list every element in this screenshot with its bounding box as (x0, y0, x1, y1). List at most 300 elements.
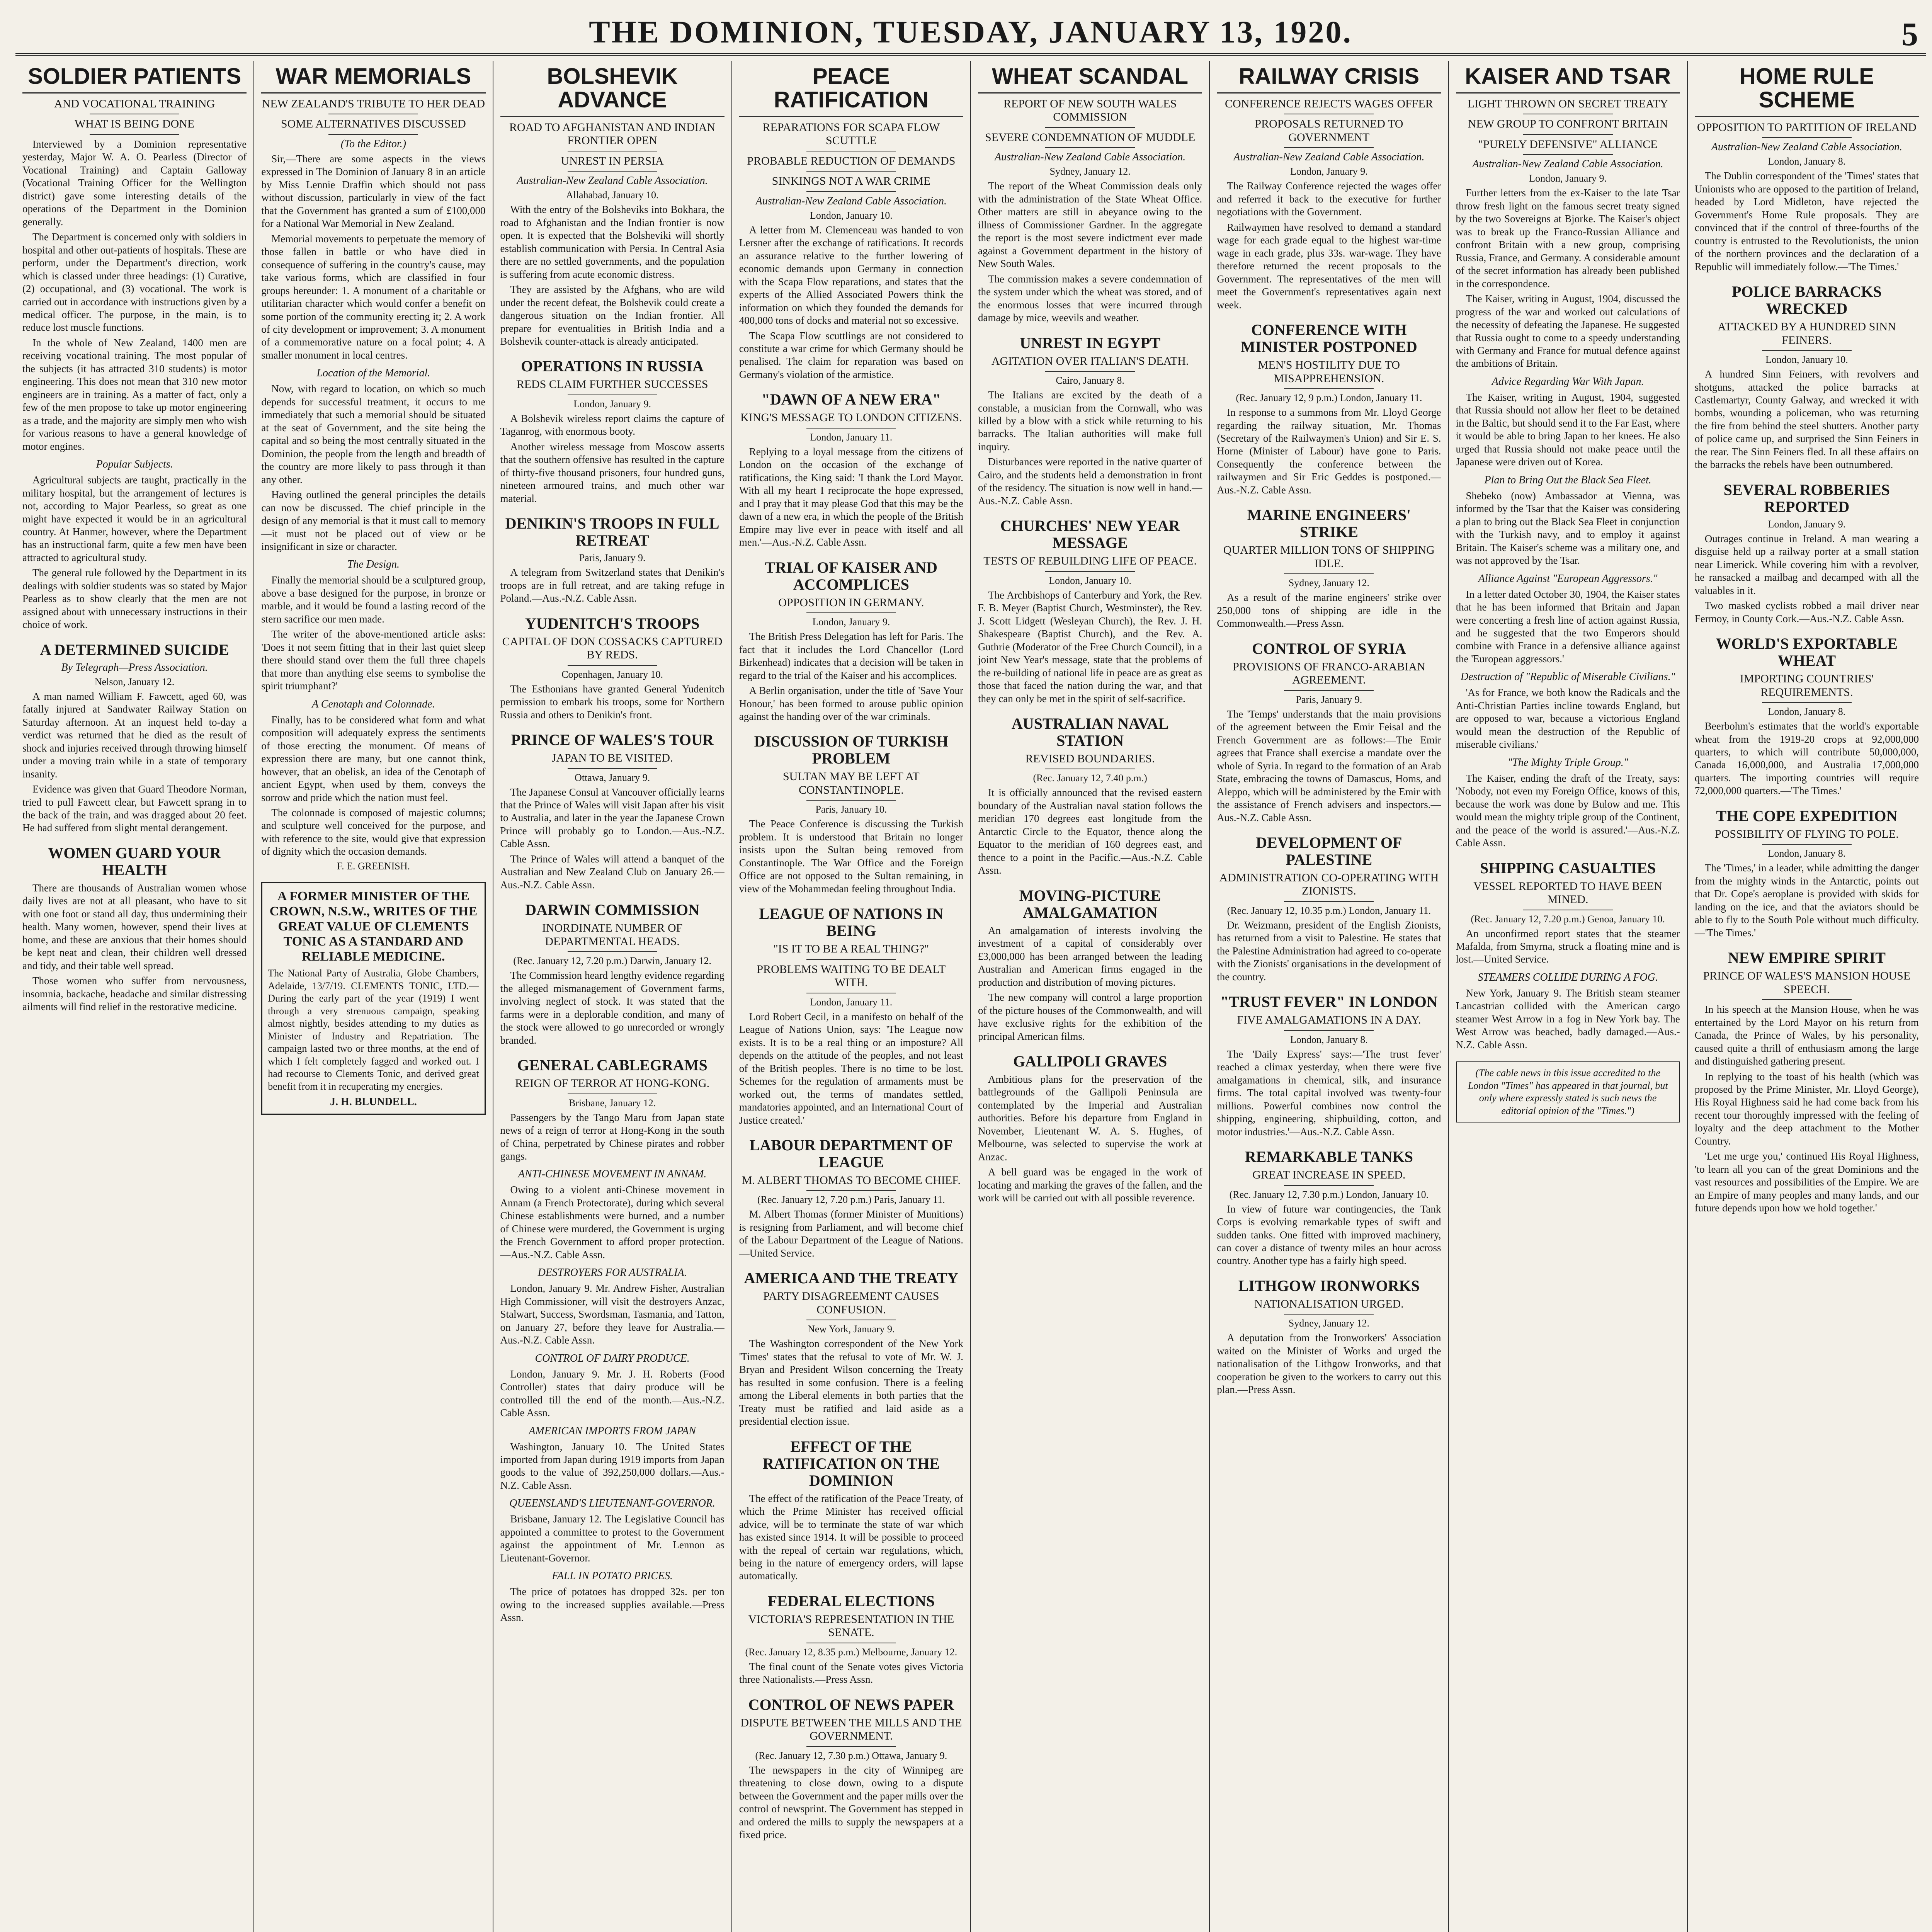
dateline: London, January 9. (1290, 166, 1368, 177)
headline: SHIPPING CASUALTIES (1480, 859, 1656, 877)
subheadline: AND VOCATIONAL TRAINING (54, 97, 215, 110)
dateline: London, January 9. (573, 398, 651, 410)
article (1217, 1277, 1441, 1396)
headline: EFFECT OF THE RATIFICATION ON THE DOMINION (762, 1437, 940, 1489)
body-paragraph: With the entry of the Bolsheviks into Bokhara, the road to Afghanistan and the Indian frontier is now open. It is expected that the Bolsheviki will shortly establish communication with Persia. In Central Asia there are no settled governments, and the population is suffering from acute economic distress. (500, 204, 724, 280)
dateline: (Rec. January 12, 7.40 p.m.) (1033, 772, 1147, 784)
body-paragraph: As a result of the marine engineers' strike over 250,000 tons of shipping are idle in the Commonwealth.—Press Assn. (1217, 592, 1441, 629)
dateline: Nelson, January 12. (94, 676, 175, 687)
article (739, 391, 963, 549)
divider-rule (806, 428, 896, 429)
divider-rule (1045, 127, 1135, 128)
body-paragraph: In a letter dated October 30, 1904, the Kaiser states that he has been informed that Britain and Japan were concerting a fresh line of action against Russia, and he suggested that the two Emperors should combine with France in a defensive alliance against the 'European aggressors.' (1456, 588, 1680, 665)
body-paragraph: The Kaiser, writing in August, 1904, suggested that Russia should not allow her fleet to be detained in the Baltic, but should send it to the Far East, where it would be able to bring Japan to her knees. He also urged that Russia should not make peace until the Japanese were driven out of Korea. (1456, 391, 1680, 468)
headline: BOLSHEVIK ADVANCE (500, 65, 724, 117)
column-1 (15, 61, 254, 1932)
body-paragraph: Beerbohm's estimates that the world's exportable wheat from the 1919-20 crops at 92,000,000 quarters, to which will contribute 50,000,000, Canada 16,000,000, and Australia 17,000,000 quarters. The importing countries will require 72,000,000 quarters.—'The Times.' (1694, 720, 1919, 797)
body-paragraph: The writer of the above-mentioned article asks: 'Does it not seem fitting that in their last quiet sleep there should stand over them the full three chapels that more than anything else seems to symbolise the spirit triumphant?' (261, 628, 486, 692)
article (978, 65, 1202, 325)
article (739, 1593, 963, 1686)
dateline: London, January 8. (1768, 156, 1846, 167)
divider-rule (1523, 154, 1613, 155)
dateline: New York, January 9. (808, 1323, 895, 1335)
body-paragraph: Another wireless message from Moscow asserts that the southern offensive has resulted in the capture of thirty-five thousand prisoners, four hundred guns, nineteen armoured trains, and much other war material. (500, 440, 724, 504)
article (739, 1696, 963, 1842)
divider-rule (1284, 1185, 1374, 1186)
divider-rule (806, 171, 896, 172)
article (978, 335, 1202, 508)
signoff: F. E. GREENISH. (337, 860, 410, 872)
body-paragraph: Evidence was given that Guard Theodore Norman, tried to pull Fawcett clear, but Fawcett sprang in to the back of the train, and was dragged about 20 feet. He had suffered from slight mental derangement. (22, 783, 247, 834)
section-subhead: AMERICAN IMPORTS FROM JAPAN (529, 1425, 696, 1437)
body-paragraph: Owing to a violent anti-Chinese movement in Annam (a French Protectorate), during which several Chinese establishments were burned, and a number of Chinese were murdered, the Government is urging the French Government to afford proper protection.—Aus.-N.Z. Cable Assn. (500, 1184, 724, 1260)
body-paragraph: Outrages continue in Ireland. A man wearing a disguise held up a railway porter at a small station near Limerick. While covering him with a revolver, he ransacked a mailbag and decamped with all the valuables in it. (1694, 532, 1919, 596)
article (1695, 808, 1919, 939)
dateline: London, January 9. (1529, 173, 1607, 184)
divider-rule (568, 665, 657, 666)
body-paragraph: They are assisted by the Afghans, who are wild under the recent defeat, the Bolshevik could create a dangerous situation on the Indian frontier. All prepare for eventualities in British India and a Bolshevik counter-attack is already anticipated. (500, 284, 724, 347)
subheadline: PARTY DISAGREEMENT CAUSES CONFUSION. (763, 1290, 939, 1316)
article (261, 65, 485, 872)
column-7 (1449, 61, 1688, 1932)
headline: MARINE ENGINEERS' STRIKE (1247, 506, 1411, 541)
body-paragraph: Shebeko (now) Ambassador at Vienna, was informed by the Tsar that the Kaiser was considering a plan to bring out the Black Sea Fleet in conjunction with the Turkish navy, and to employ it against Britain. The Kaiser's scheme was a military one, and was not approved by the Tsar. (1456, 490, 1680, 566)
body-paragraph: New York, January 9. The British steam steamer Lancastrian collided with the American cargo steamer West Arrow in a fog in New York bay. The West Arrow was beached, badly damaged.—Aus.-N.Z. Cable Assn. (1456, 987, 1680, 1051)
article (739, 559, 963, 723)
article (261, 882, 485, 1115)
subheadline: VICTORIA'S REPRESENTATION IN THE SENATE. (748, 1612, 954, 1639)
body-paragraph: The Italians are excited by the death of a constable, a musician from the Cornwall, who was killed by a blow with a stick while returning to his barracks. The Italian authorities will make full inquiry. (978, 389, 1202, 452)
article (1695, 949, 1919, 1215)
headline: LEAGUE OF NATIONS IN BEING (759, 905, 944, 940)
subheadline: "PURELY DEFENSIVE" ALLIANCE (1478, 138, 1658, 151)
dateline: London, January 8. (1768, 706, 1846, 718)
body-paragraph: The Railway Conference rejected the wages offer and referred it back to the executive for further negotiations with the Government. (1217, 180, 1441, 218)
body-paragraph: There are thousands of Australian women whose daily lives are not at all pleasant, who have to sit with one foot or stand all day, thus undermining their health. Many women, however, spend their lives at home, and these are anxious that their homes should be kept neat and clean, their children well dressed and tidy, and their table well spread. (22, 882, 247, 971)
subheadline: M. ALBERT THOMAS TO BECOME CHIEF. (742, 1173, 961, 1187)
subheadline: PROBABLE REDUCTION OF DEMANDS (747, 154, 956, 167)
subheadline: WHAT IS BEING DONE (74, 117, 195, 131)
headline: WHEAT SCANDAL (978, 65, 1202, 94)
dateline: (Rec. January 12, 10.35 p.m.) London, January 11. (1227, 905, 1431, 916)
article (1217, 507, 1441, 630)
body-paragraph: A telegram from Switzerland states that Denikin's troops are in full retreat, and are taking refuge in Poland.—Aus.-N.Z. Cable Assn. (500, 566, 724, 604)
body-paragraph: 'As for France, we both know the Radicals and the Anti-Christian Parties incline towards England, but are opposed to war, because a victorious England would mean the destruction of the Republic of miserable civilians.' (1456, 687, 1680, 750)
subheadline: IMPORTING COUNTRIES' REQUIREMENTS. (1740, 672, 1874, 699)
dateline: London, January 10. (1765, 354, 1848, 366)
headline: CONTROL OF NEWS PAPER (748, 1696, 954, 1713)
headline: WAR MEMORIALS (261, 65, 485, 94)
article (1695, 481, 1919, 625)
article (500, 731, 724, 891)
subheadline: SOME ALTERNATIVES DISCUSSED (281, 117, 466, 131)
headline: WORLD'S EXPORTABLE WHEAT (1716, 635, 1898, 670)
dateline: Ottawa, January 9. (575, 772, 650, 783)
column-3 (493, 61, 732, 1932)
columns (15, 61, 1926, 1932)
body-paragraph: Dr. Weizmann, president of the English Zionists, has returned from a visit to Palestine. He states that the Palestine Administration had agreed to co-operate with the Zionists' organisations in the development of the country. (1217, 919, 1441, 983)
article (739, 1270, 963, 1428)
article (22, 641, 247, 835)
body-paragraph: The Archbishops of Canterbury and York, the Rev. F. B. Meyer (Baptist Church, Westminster), the Rev. J. Scott Lidgett (Wesleyan Church), the Rev. J. H. Shakespeare (Baptist Church), and the Rev. A. Guthrie (Moderator of the Free Church Council), in a joint New Year's message, state that the problems of the re-building of national life in peace are as great as those that faced the nation during the war, and that they can only be met in the spirit of self-sacrifice. (978, 589, 1202, 704)
masthead-title: THE DOMINION, TUESDAY, JANUARY 13, 1920. (589, 14, 1352, 49)
body-paragraph: The Commission heard lengthy evidence regarding the alleged mismanagement of Government farms, involving neglect of stock. It was stated that the farms were in a deplorable condition, and many of the stock were allowed to go unrecorded or wrongly branded. (500, 969, 724, 1046)
headline: POLICE BARRACKS WRECKED (1731, 283, 1882, 318)
dateline: London, January 9. (812, 616, 890, 628)
body-paragraph: An amalgamation of interests involving the investment of a capital of considerably over £3,000,000 has been arranged between the leading Australian and American firms engaged in the production and distribution of moving pictures. (978, 924, 1202, 988)
headline: MOVING-PICTURE AMALGAMATION (1019, 886, 1161, 921)
article (739, 1137, 963, 1260)
article (739, 733, 963, 895)
article (1217, 993, 1441, 1138)
divider-rule (328, 134, 418, 135)
section-subhead: Destruction of "Republic of Miserable Civilians." (1460, 671, 1675, 683)
dateline: (Rec. January 12, 7.30 p.m.) Ottawa, January 9. (755, 1750, 947, 1761)
headline: YUDENITCH'S TROOPS (525, 614, 700, 632)
body-paragraph: In his speech at the Mansion House, when he was entertained by the Lord Mayor on his return from Canada, the Prince of Wales, by his personality, caused quite a thrill of enthusiasm among the large and distinguished gathering present. (1694, 1003, 1919, 1067)
divider-rule (1284, 901, 1374, 902)
divider-rule (1762, 137, 1852, 138)
subheadline: QUARTER MILLION TONS OF SHIPPING IDLE. (1223, 544, 1435, 570)
body-paragraph: It is officially announced that the revised eastern boundary of the Australian naval station follows the meridian 170 degrees east longitude from the Antarctic Circle to the Equator, thence along the Equator to the meridian of 160 degrees east, and thence to a point in the Pacific.—Aus.-N.Z. Cable Assn. (978, 787, 1202, 876)
dateline: London, January 11. (810, 996, 893, 1008)
section-subhead: "The Mighty Triple Group." (1507, 756, 1628, 769)
headline: GENERAL CABLEGRAMS (517, 1056, 707, 1074)
body-paragraph: Passengers by the Tango Maru from Japan state news of a reign of terror at Hong-Kong in the south of China, perpetrated by Chinese pirates and robber gangs. (500, 1111, 724, 1162)
body-paragraph: The newspapers in the city of Winnipeg are threatening to close down, owing to a dispute between the Government and the paper mills over the control of newsprint. The Government has stepped in and ordered the mills to supply the newspapers at a fixed price. (739, 1764, 963, 1841)
body-paragraph: The Dublin correspondent of the 'Times' states that Unionists who are opposed to the partition of Ireland, headed by Lord Midleton, have rejected the Government's Home Rule proposals. They are convinced that if the control of three-fourths of the country is entrusted to the Revolutionists, the union of the northern provinces and the declaration of a Republic will immediately follow.—'The Times.' (1694, 170, 1919, 272)
body-paragraph: The Japanese Consul at Vancouver officially learns that the Prince of Wales will visit Japan after his visit to Australia, and later in the year the Japanese Crown Prince will probably go to London.—Aus.-N.Z. Cable Assn. (500, 786, 724, 850)
dateline: London, January 10. (810, 209, 893, 221)
divider-rule (1045, 571, 1135, 572)
article (1695, 283, 1919, 471)
body-paragraph: London, January 9. Mr. J. H. Roberts (Food Controller) states that dairy produce will be controlled till the end of the month.—Aus.-N.Z. Cable Assn. (500, 1368, 724, 1419)
subheadline: SINKINGS NOT A WAR CRIME (772, 175, 931, 188)
divider-rule (1284, 147, 1374, 148)
headline: HOME RULE SCHEME (1695, 65, 1919, 117)
subheadline: PROVISIONS OF FRANCO-ARABIAN AGREEMENT. (1233, 660, 1425, 687)
subheadline: NEW GROUP TO CONFRONT BRITAIN (1468, 117, 1668, 131)
body-paragraph: The colonnade is composed of majestic columns; and sculpture well conceived for the purpose, and with reference to the site, would give that expression of dignity which the occasion demands. (261, 806, 486, 857)
subheadline: PROPOSALS RETURNED TO GOVERNMENT (1255, 117, 1403, 144)
byline: Australian-New Zealand Cable Association. (1472, 158, 1663, 170)
article (739, 65, 963, 381)
divider-rule (568, 171, 657, 172)
column-8 (1688, 61, 1926, 1932)
dateline: London, January 8. (1768, 848, 1846, 859)
divider-rule (1762, 702, 1852, 703)
body-paragraph: The Kaiser, ending the draft of the Treaty, says: 'Nobody, not even my Foreign Office, knows of this, because the work was done by Bulow and me. This would mean the mighty triple group of the Continent, and the peace of the world is assured.'—Aus.-N.Z. Cable Assn. (1456, 772, 1680, 849)
article (500, 515, 724, 605)
article (22, 845, 247, 1014)
body-paragraph: The Department is concerned only with soldiers in hospital and other out-patients of hospitals. These are perform, under the Department's direction, work which is classed under three headings: (1) Curative, (2) occupational, and (3) vocational. The work is carried out in accordance with instructions given by a medical officer. The purpose, in the main, is to reduce lost muscle functions. (22, 231, 247, 333)
divider-rule (1762, 999, 1852, 1000)
byline: (To the Editor.) (340, 138, 406, 150)
headline: PRINCE OF WALES'S TOUR (511, 731, 714, 749)
headline: NEW EMPIRE SPIRIT (1728, 949, 1886, 967)
body-paragraph: Finally the memorial should be a sculptured group, above a base designed for the purpose, in bronze or marble, and it would be found a lasting record of the stern sacrifice our men made. (261, 574, 486, 625)
body-paragraph: Replying to a loyal message from the citizens of London on the occasion of the exchange of ratifications, the King said: 'I thank the Lord Mayor. With all my heart I reciprocate the hope expressed, and I pray that it may please God that this may be the dawn of a new era, in which the people of the British Empire may live ever in peace with itself and all men.'—Aus.-N.Z. Cable Assn. (739, 446, 963, 548)
divider-rule (806, 800, 896, 801)
dateline: Paris, January 9. (1296, 694, 1362, 705)
divider-rule (806, 1190, 896, 1191)
headline: RAILWAY CRISIS (1217, 65, 1441, 94)
body-paragraph: The new company will control a large proportion of the picture houses of the Commonwealth, and will have exclusive rights for the exhibition of the principal American films. (978, 992, 1202, 1042)
article (500, 65, 724, 348)
body-paragraph: Two masked cyclists robbed a mail driver near Fermoy, in County Cork.—Aus.-N.Z. Cable Assn. (1694, 600, 1919, 624)
section-subhead: STEAMERS COLLIDE DURING A FOG. (1478, 971, 1658, 983)
section-subhead: QUEENSLAND'S LIEUTENANT-GOVERNOR. (509, 1497, 716, 1510)
dateline: (Rec. January 12, 7.30 p.m.) London, January 10. (1229, 1189, 1429, 1200)
body-paragraph: A Berlin organisation, under the title of 'Save Your Honour,' has been formed to arouse public opinion against the handing over of the war criminals. (739, 685, 963, 722)
body-paragraph: The British Press Delegation has left for Paris. The fact that it includes the Lord Chancellor (Lord Birkenhead) indicates that a decision will be taken in regard to the trial of the Kaiser and his accomplices. (739, 631, 963, 681)
headline: A DETERMINED SUICIDE (40, 641, 229, 658)
body-paragraph: Sir,—There are some aspects in the views expressed in The Dominion of January 8 in an article by Miss Lennie Draffin which should not pass without discussion, particularly in view of the fact that the Government has granted a sum of £100,000 for a National War Memorial in New Zealand. (261, 153, 486, 230)
article (500, 358, 724, 505)
section-subhead: CONTROL OF DAIRY PRODUCE. (535, 1352, 690, 1364)
body-paragraph: A man named William F. Fawcett, aged 60, was fatally injured at Sandwater Railway Station on Saturday afternoon. At an inquest held to-day a verdict was returned that he died as the result of shock and injuries received through throwing himself under a moving train while in a state of temporary insanity. (22, 690, 247, 780)
ad-signature: J. H. BLUNDELL. (330, 1096, 417, 1108)
subheadline: REIGN OF TERROR AT HONG-KONG. (515, 1077, 710, 1090)
article (1456, 1061, 1680, 1122)
headline: CONTROL OF SYRIA (1252, 639, 1406, 657)
divider-rule (1523, 134, 1613, 135)
headline: PEACE RATIFICATION (739, 65, 963, 117)
body-paragraph: The final count of the Senate votes gives Victoria three Nationalists.—Press Assn. (739, 1660, 963, 1685)
dateline: (Rec. January 12, 7.20 p.m.) Genoa, January 10. (1471, 913, 1665, 925)
section-subhead: The Design. (347, 558, 400, 571)
dateline: (Rec. January 12, 9 p.m.) London, January 11. (1236, 392, 1422, 404)
article (978, 1053, 1202, 1205)
body-paragraph: The price of potatoes has dropped 32s. per ton owing to the increased supplies available.—Press Assn. (500, 1586, 724, 1624)
body-paragraph: Memorial movements to perpetuate the memory of those fallen in battle or who have died in consequence of suffering in the country's cause, may take various forms, which are classified in four groups hereunder: 1. A monument of a charitable or utilitarian character which would confer a benefit on some portion of the community erecting it; 2. A work of city development or improvement; 3. A monument of a commemorative nature on a focal point; 4. A smaller monument in local centres. (261, 233, 486, 361)
article (978, 887, 1202, 1043)
divider-rule (1284, 1314, 1374, 1315)
subheadline: VESSEL REPORTED TO HAVE BEEN MINED. (1473, 879, 1663, 906)
article (1456, 860, 1680, 1052)
article (1456, 65, 1680, 850)
subheadline: NEW ZEALAND'S TRIBUTE TO HER DEAD (262, 97, 485, 110)
byline: Australian-New Zealand Cable Association. (1711, 141, 1902, 153)
headline: DEVELOPMENT OF PALESTINE (1256, 833, 1402, 868)
article (500, 615, 724, 721)
dateline: Brisbane, January 12. (568, 1097, 656, 1109)
dateline: Sydney, January 12. (1288, 1318, 1369, 1329)
headline: DISCUSSION OF TURKISH PROBLEM (754, 733, 949, 767)
body-paragraph: Ambitious plans for the preservation of the battlegrounds of the Gallipoli Peninsula are contemplated by the Imperial and Australian authorities. Before his departure from England in November, Lieutenant W. A. S. Hughes, of Melbourne, was selected to supervise the work at Anzac. (978, 1073, 1202, 1163)
section-subhead: Advice Regarding War With Japan. (1492, 375, 1644, 388)
dateline: Allahabad, January 10. (566, 189, 659, 201)
dateline: Paris, January 10. (815, 804, 887, 815)
subheadline: REDS CLAIM FURTHER SUCCESSES (516, 378, 708, 391)
body-paragraph: Finally, has to be considered what form and what composition will adequately express the sentiments of those erecting the monument. Of means of expression there are many, but one cannot think, however, that an obelisk, an idea of the Cenotaph of ancient Egypt, when used by them, conveys the sorrow and pride which the nation must feel. (261, 714, 486, 803)
body-paragraph: Washington, January 10. The United States imported from Japan during 1919 imports from Japan goods to the value of 392,250,000 dollars.—Aus.-N.Z. Cable Assn. (500, 1440, 724, 1491)
dateline: London, January 8. (1290, 1034, 1368, 1045)
subheadline: ROAD TO AFGHANISTAN AND INDIAN FRONTIER OPEN (509, 121, 716, 147)
body-paragraph: In view of future war contingencies, the Tank Corps is evolving remarkable types of swift and sudden tanks. One fitted with improved machinery, can cover a distance of twenty miles an hour across country. Another type has a fairly high speed. (1217, 1203, 1441, 1267)
headline: OPERATIONS IN RUSSIA (521, 357, 704, 375)
body-paragraph: The effect of the ratification of the Peace Treaty, of which the Prime Minister has received official advice, will be to terminate the state of war which has existed since 1914. It will be possible to proceed with the repeal of certain war regulations, which, being in the nature of emergency orders, will lapse automatically. (739, 1492, 963, 1582)
divider-rule (1762, 844, 1852, 845)
byline: Australian-New Zealand Cable Association. (1233, 151, 1425, 163)
ad-body: The National Party of Australia, Globe Chambers, Adelaide, 13/7/19. CLEMENTS TONIC, LTD.—During the early part of the year (1919) I went through a very strenuous campaign, speaking almost nightly, besides attending to my duties as Minister of Industry and Repatriation. The campaign lasted two or three months, at the end of which I felt completely fagged and worked out. I had recourse to Clements Tonic, and derived great benefit from it in recuperating my energies. (268, 968, 479, 1092)
section-subhead: Location of the Memorial. (316, 367, 430, 379)
dateline: Cairo, January 8. (1056, 375, 1124, 386)
article (1217, 834, 1441, 983)
body-paragraph: The Esthonians have granted General Yudenitch permission to embark his troops, some for Northern Russia and others to Denikin's front. (500, 683, 724, 721)
body-paragraph: A deputation from the Ironworkers' Association waited on the Minister of Works and urged the nationalisation of the Lithgow Ironworks, and that cooperation be given to the workers to carry out this plan.—Press Assn. (1217, 1332, 1441, 1396)
divider-rule (1045, 147, 1135, 148)
divider-rule (90, 134, 179, 135)
section-subhead: FALL IN POTATO PRICES. (552, 1570, 673, 1582)
headline: AMERICA AND THE TREATY (744, 1269, 959, 1287)
dateline: (Rec. January 12, 7.20 p.m.) Paris, January 11. (757, 1194, 945, 1206)
section-subhead: A Cenotaph and Colonnade. (312, 698, 435, 710)
divider-rule (1284, 1030, 1374, 1031)
article (500, 901, 724, 1047)
subheadline: ADMINISTRATION CO-OPERATING WITH ZIONISTS. (1219, 871, 1439, 898)
headline: KAISER AND TSAR (1456, 65, 1680, 94)
byline: By Telegraph—Press Association. (61, 661, 208, 673)
body-paragraph: The commission makes a severe condemnation of the system under which the wheat was stored, and of the enormous losses that were incurred through damage by mice, weevils and weather. (978, 273, 1202, 324)
subheadline: KING'S MESSAGE TO LONDON CITIZENS. (740, 411, 962, 424)
article (500, 1057, 724, 1624)
page-number: 5 (1901, 15, 1918, 53)
body-paragraph: A hundred Sinn Feiners, with revolvers and shotguns, attacked the police barracks at Castlemartyr, County Galway, and wrecked it with bombs, wounding a policeman, who was returning the fire from behind the steel shutters. Another party of police came up, and surprised the Sinn Feiners in the rear. The Sinn Feiners fled. In all these affairs on the barracks the rebels have been outnumbered. (1694, 368, 1919, 471)
body-paragraph: In replying to the toast of his health (which was proposed by the Prime Minister, Mr. Lloyd George), His Royal Highness said he had come back from his recent tour thoroughly impressed with the feeling of loyalty and the deep attachment to the Mother Country. (1694, 1070, 1919, 1147)
article (1217, 321, 1441, 497)
article (978, 517, 1202, 705)
headline: LITHGOW IRONWORKS (1238, 1277, 1420, 1294)
column-5 (971, 61, 1210, 1932)
body-paragraph: The Peace Conference is discussing the Turkish problem. It is understood that Britain no longer insists upon the Sultan being removed from Constantinople. The War Office and the Foreign Office are not opposed to the Sultan remaining, in view of the Mohammedan feeling throughout India. (739, 818, 963, 895)
divider-rule (1762, 350, 1852, 351)
body-paragraph: 'Let me urge you,' continued His Royal Highness, 'to learn all you can of the great Dominions and the vast resources and possibilities of the Empire. We are an Empire of many peoples and many lands, and our future depends upon how we hold together.' (1694, 1150, 1919, 1214)
section-subhead: Alliance Against "European Aggressors." (1478, 572, 1658, 585)
headline: GALLIPOLI GRAVES (1013, 1052, 1167, 1070)
body-paragraph: Agricultural subjects are taught, practically in the military hospital, but the arrangement of lectures is not, according to Major Pearless, so great as one might have expected it would be in an agricultural country. At Hanmer, however, where the Department has an instructional farm, quite a few men have been attracted to agricultural study. (22, 474, 247, 563)
headline: UNREST IN EGYPT (1020, 334, 1161, 352)
section-subhead: Plan to Bring Out the Black Sea Fleet. (1484, 474, 1651, 486)
subheadline: GREAT INCREASE IN SPEED. (1252, 1168, 1406, 1182)
body-paragraph: M. Albert Thomas (former Minister of Munitions) is resigning from Parliament, and will become chief of the Labour Department of the League of Nations.—United Service. (739, 1208, 963, 1259)
column-4 (732, 61, 971, 1932)
article (1217, 65, 1441, 311)
headline: DENIKIN'S TROOPS IN FULL RETREAT (505, 515, 719, 549)
subheadline: AGITATION OVER ITALIAN'S DEATH. (991, 354, 1189, 367)
headline: THE COPE EXPEDITION (1716, 807, 1898, 825)
body-paragraph: The Prince of Wales will attend a banquet of the Australian and New Zealand Club on January 26.—Aus.-N.Z. Cable Assn. (500, 853, 724, 891)
subheadline: PRINCE OF WALES'S MANSION HOUSE SPEECH. (1703, 969, 1911, 996)
section-subhead: ANTI-CHINESE MOVEMENT IN ANNAM. (518, 1168, 707, 1180)
body-paragraph: A bell guard was be engaged in the work of locating and marking the graves of the fallen, and the work will be carried out with all possible reverence. (978, 1166, 1202, 1204)
body-paragraph: An unconfirmed report states that the steamer Mafalda, from Smyrna, struck a floating mine and is lost.—United Service. (1456, 927, 1680, 965)
body-paragraph: The 'Times,' in a leader, while admitting the danger from the mighty winds in the Antarctic, points out that Dr. Cope's aeroplane is provided with skids for landing on the ice, and that the aviators should be able to fly to the South Pole without much difficulty.—'The Times.' (1694, 862, 1919, 939)
headline: SEVERAL ROBBERIES REPORTED (1723, 481, 1890, 515)
divider-rule (1045, 371, 1135, 372)
divider-rule (1284, 690, 1374, 691)
body-paragraph: The general rule followed by the Department in its dealings with soldier students was so stated by Major Pearless as to show clearly that the men are not assigned about with unnecessary instructions in their choice of work. (22, 567, 247, 631)
body-paragraph: The Scapa Flow scuttlings are not considered to constitute a war crime for which Germany should be penalised. The claim for reparation was based on Germany's violation of the armistice. (739, 330, 963, 380)
body-paragraph: The 'Daily Express' says:—'The trust fever' reached a climax yesterday, when there were five amalgamations in chemical, silk, and insurance firms. The total capital involved was twenty-four millions. Powerful combines now control the shipping, engineering, shipbuilding, cotton, and motor industries.'—Aus.-N.Z. Cable Assn. (1217, 1048, 1441, 1138)
body-paragraph: Interviewed by a Dominion representative yesterday, Major W. A. O. Pearless (Director of Vocational Training) and Captain Galloway (Vocational Training Officer for the Wellington district) gave some interesting details of the operations of the Department in the Dominion generally. (22, 138, 247, 228)
subheadline: CAPITAL OF DON COSSACKS CAPTURED BY REDS. (502, 635, 723, 662)
subheadline: POSSIBILITY OF FLYING TO POLE. (1715, 827, 1899, 840)
dateline: Sydney, January 12. (1288, 577, 1369, 589)
article (978, 715, 1202, 877)
subheadline: SULTAN MAY BE LEFT AT CONSTANTINOPLE. (782, 770, 920, 796)
dateline: London, January 9. (1768, 518, 1846, 530)
subheadline: DISPUTE BETWEEN THE MILLS AND THE GOVERNMENT. (740, 1716, 962, 1743)
body-paragraph: A Bolshevik wireless report claims the capture of Taganrog, with enormous booty. (500, 412, 724, 437)
subheadline: "IS IT TO BE A REAL THING?" (773, 942, 929, 956)
divider-rule (806, 959, 896, 960)
body-paragraph: Further letters from the ex-Kaiser to the late Tsar throw fresh light on the famous secret treaty signed by the two Sovereigns at Bjorke. The Kaiser's object was to break up the Franco-Russian Alliance and confront Britain with a new group, comprising Russia, France, and Germany. A considerable amount of the secret information has already been published in the correspondence. (1456, 187, 1680, 289)
subheadline: LIGHT THROWN ON SECRET TREATY (1467, 97, 1668, 110)
divider-rule (1284, 573, 1374, 574)
body-paragraph: Disturbances were reported in the native quarter of Cairo, and the students held a demonstration in front of the residency. The situation is now well in hand.—Aus.-N.Z. Cable Assn. (978, 456, 1202, 507)
subheadline: UNREST IN PERSIA (561, 154, 664, 167)
subheadline: REPARATIONS FOR SCAPA FLOW SCUTTLE (762, 121, 940, 147)
headline: CHURCHES' NEW YEAR MESSAGE (1000, 517, 1180, 552)
divider-rule (568, 951, 657, 952)
headline: DARWIN COMMISSION (525, 901, 700, 919)
body-paragraph: In the whole of New Zealand, 1400 men are receiving vocational training. The most popular of the subjects (it has attracted 310 students) is motor engineering. This does not mean that 310 new motor engineers are in training. As a matter of fact, only a few of the men propose to take up motor engineering as a trade, and the majority are simply men who wish for various reasons to have a general knowledge of motor engines. (22, 337, 247, 452)
byline: Australian-New Zealand Cable Association. (517, 175, 708, 187)
headline: "DAWN OF A NEW ERA" (761, 391, 941, 408)
subheadline: JAPAN TO BE VISITED. (551, 752, 673, 765)
subheadline: OPPOSITION TO PARTITION OF IRELAND (1697, 121, 1917, 134)
article (1217, 1148, 1441, 1267)
body-paragraph: The Kaiser, writing in August, 1904, discussed the progress of the war and worked out calculations of the necessity of defeating the Japanese. He suggested that Russia ought to come to a speedy understanding with Germany and France for mutual defence against the ambitions of Britain. (1456, 293, 1680, 369)
subheadline: SEVERE CONDEMNATION OF MUDDLE (985, 131, 1196, 144)
article (1695, 65, 1919, 273)
subheadline: OPPOSITION IN GERMANY. (778, 596, 924, 609)
subheadline: PROBLEMS WAITING TO BE DEALT WITH. (757, 963, 946, 989)
headline: FEDERAL ELECTIONS (767, 1592, 935, 1610)
headline: CONFERENCE WITH MINISTER POSTPONED (1241, 321, 1417, 356)
editorial-note: (The cable news in this issue accredited to the London "Times" has appeared in that journal, but only where expressly stated is such news the editorial opinion of the "Times.") (1456, 1061, 1680, 1122)
advertisement (261, 882, 485, 1115)
subheadline: INORDINATE NUMBER OF DEPARTMENTAL HEADS. (542, 922, 683, 948)
divider-rule (1284, 388, 1374, 389)
body-paragraph: The report of the Wheat Commission deals only with the administration of the State Wheat Office. Other matters are still in abeyance owing to the illness of Commissioner Gardner. In the aggregate the report is the most severe indictment ever made against a Government department in the history of New South Wales. (978, 180, 1202, 270)
divider-rule (806, 191, 896, 192)
body-paragraph: London, January 9. Mr. Andrew Fisher, Australian High Commissioner, will visit the destroyers Anzac, Stalwart, Success, Swordsman, Tasmania, and Tatton, on January 27, before they leave for Australia.—Aus.-N.Z. Cable Assn. (500, 1282, 724, 1346)
ad-headline: A FORMER MINISTER OF THE CROWN, N.S.W., WRITES OF THE GREAT VALUE OF CLEMENTS TONIC AS A STANDARD AND RELIABLE MEDICINE. (269, 889, 478, 964)
body-paragraph: Brisbane, January 12. The Legislative Council has appointed a committee to protest to the Government against the appointment of Mr. Lennon as Lieutenant-Governor. (500, 1513, 724, 1564)
article (22, 65, 247, 631)
subheadline: REPORT OF NEW SOUTH WALES COMMISSION (1003, 97, 1177, 124)
body-paragraph: Lord Robert Cecil, in a manifesto on behalf of the League of Nations Union, says: 'The League now exists. It is to be a real thing or an imposture? All depends on the attitude of the peoples, and not least of the British peoples. There is no time to be lost. Schemes for the regulation of armaments must be worked out, the terms of mandates settled, mandatories appointed, and an International Court of Justice created.' (739, 1010, 963, 1126)
byline: Australian-New Zealand Cable Association. (755, 195, 947, 207)
dateline: (Rec. January 12, 7.20 p.m.) Darwin, January 12. (513, 955, 711, 967)
section-subhead: DESTROYERS FOR AUSTRALIA. (537, 1267, 687, 1279)
divider-rule (568, 768, 657, 769)
section-subhead: Popular Subjects. (96, 458, 173, 471)
article (739, 905, 963, 1127)
dateline: Copenhagen, January 10. (561, 668, 663, 680)
column-2 (254, 61, 493, 1932)
body-paragraph: In response to a summons from Mr. Lloyd George regarding the railway situation, Mr. Thomas (Secretary of the Railwaymen's Union) and Sir E. S. Horne (Minister of Labour) have gone to Paris. Consequently the conference between the railwaymen and Sir Eric Geddes is postponed.—Aus.-N.Z. Cable Assn. (1217, 406, 1441, 496)
subheadline: NATIONALISATION URGED. (1254, 1297, 1404, 1310)
dateline: London, January 10. (1049, 575, 1131, 586)
headline: LABOUR DEPARTMENT OF LEAGUE (749, 1136, 953, 1171)
body-paragraph: Railwaymen have resolved to demand a standard wage for each grade equal to the highest war-time wage in each grade, plus 33s. war-wage. They have therefore returned the recent proposals to the Government. The representatives of the men will meet the Government's representatives again next week. (1217, 221, 1441, 311)
dateline: Sydney, January 12. (1049, 166, 1131, 177)
article (739, 1438, 963, 1583)
masthead (15, 11, 1926, 56)
